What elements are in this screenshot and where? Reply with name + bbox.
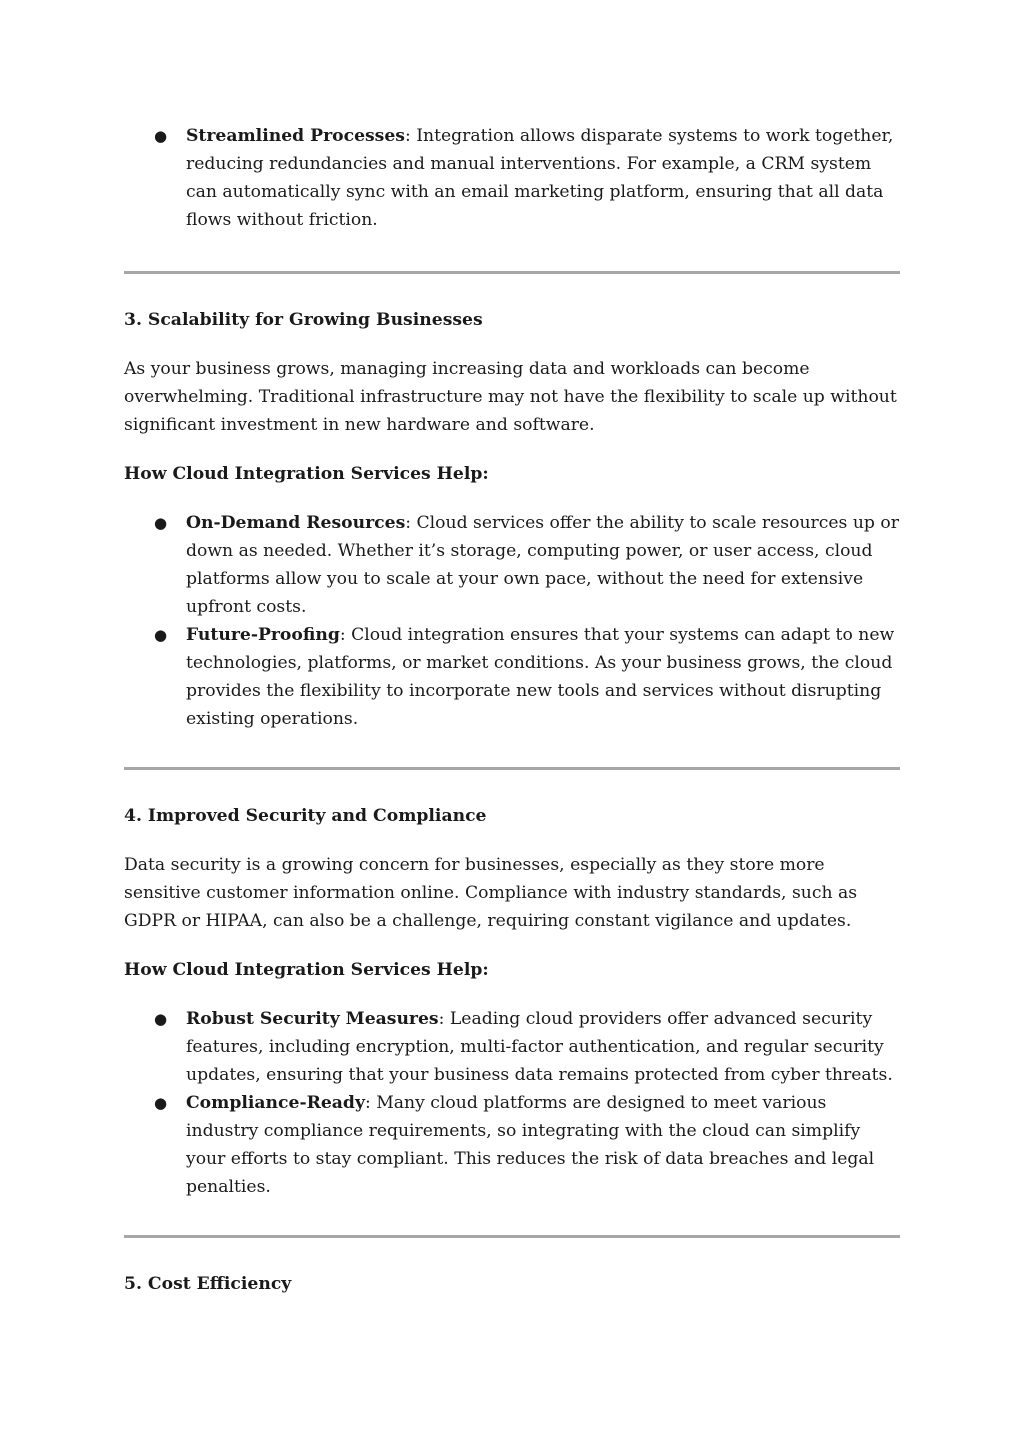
intro-list xyxy=(124,122,900,234)
intro-list-block xyxy=(124,122,900,234)
section-5 xyxy=(124,1270,900,1298)
section-list xyxy=(124,509,900,733)
list-item-term: On-Demand Resources xyxy=(186,513,406,533)
section-heading: 5. Cost Efficiency xyxy=(124,1274,292,1294)
list-item xyxy=(124,1005,900,1089)
list-item xyxy=(124,621,900,733)
bullet-icon: ● xyxy=(154,626,168,644)
section-divider xyxy=(124,1235,900,1238)
list-item-term: Robust Security Measures xyxy=(186,1009,439,1029)
section-heading: 3. Scalability for Growing Businesses xyxy=(124,310,483,330)
list-item-text: : Cloud services offer the ability to scale resources up or down as needed. Whether it’s storage, computing power, or user access, cloud platforms allow you to scale at your own pace, without the need for extensive upfront costs. xyxy=(186,513,899,617)
bullet-icon: ● xyxy=(154,1094,168,1112)
section-subheading: How Cloud Integration Services Help: xyxy=(124,464,489,484)
list-item-term: Compliance-Ready xyxy=(186,1093,365,1113)
section-divider xyxy=(124,271,900,274)
section-4 xyxy=(124,802,900,1201)
section-subheading: How Cloud Integration Services Help: xyxy=(124,960,489,980)
bullet-icon: ● xyxy=(154,127,168,145)
list-item-text: : Leading cloud providers offer advanced security features, including encryption, multi-factor authentication, and regular security updates, ensuring that your business data remains protected from cyber threats. xyxy=(186,1009,893,1085)
section-list xyxy=(124,1005,900,1201)
section-paragraph: As your business grows, managing increasing data and workloads can become overwhelming. Traditional infrastructure may not have the flexibility to scale up without significant investment in new hardware and software. xyxy=(124,359,897,435)
list-item-term: Future-Proofing xyxy=(186,625,340,645)
list-item xyxy=(124,1089,900,1201)
bullet-icon: ● xyxy=(154,1010,168,1028)
list-item xyxy=(124,122,900,234)
section-paragraph: Data security is a growing concern for businesses, especially as they store more sensitive customer information online. Compliance with industry standards, such as GDPR or HIPAA, can also be a challenge, requiring constant vigilance and updates. xyxy=(124,855,858,931)
list-item-text: : Cloud integration ensures that your systems can adapt to new technologies, platforms, or market conditions. As your business grows, the cloud provides the flexibility to incorporate new tools and services without disrupting existing operations. xyxy=(186,625,895,729)
list-item-term: Streamlined Processes xyxy=(186,126,405,146)
section-divider xyxy=(124,767,900,770)
section-heading: 4. Improved Security and Compliance xyxy=(124,806,487,826)
list-item xyxy=(124,509,900,621)
list-item-text: : Many cloud platforms are designed to meet various industry compliance requirements, so integrating with the cloud can simplify your efforts to stay compliant. This reduces the risk of data breaches and legal penalties. xyxy=(186,1093,875,1197)
bullet-icon: ● xyxy=(154,514,168,532)
section-3 xyxy=(124,306,900,733)
list-item-text: : Integration allows disparate systems to work together, reducing redundancies and manual interventions. For example, a CRM system can automatically sync with an email marketing platform, ensuring that all data flows without friction. xyxy=(186,126,894,230)
